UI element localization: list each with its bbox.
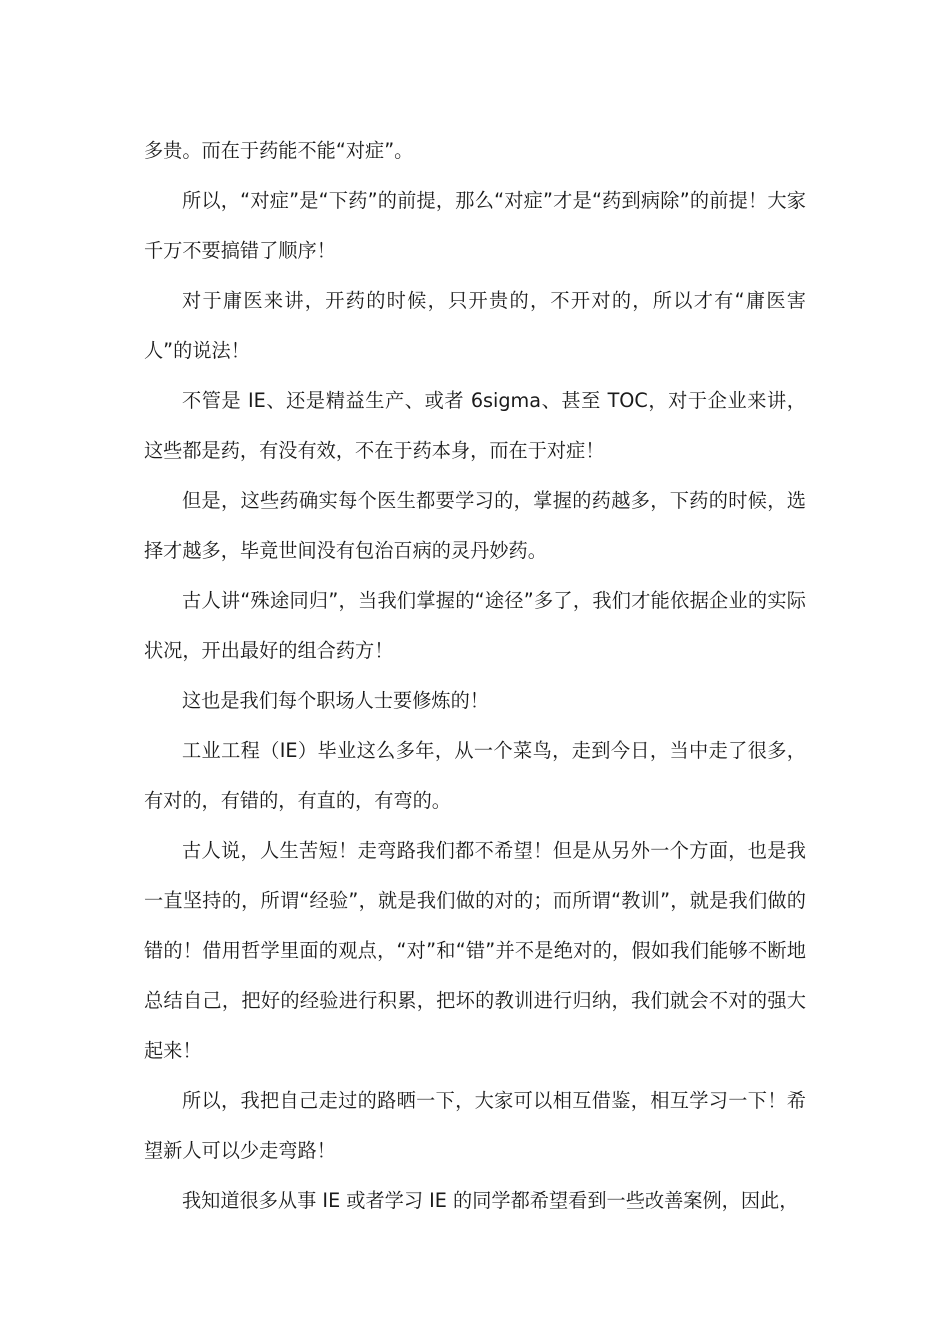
paragraph-10: 所以，我把自己走过的路晒一下，大家可以相互借鉴，相互学习一下！希望新人可以少走弯路！ <box>144 1089 806 1162</box>
paragraph-5: 但是，这些药确实每个医生都要学习的，掌握的药越多，下药的时候，选择才越多，毕竟世间没有包治百病的灵丹妙药。 <box>144 489 806 562</box>
paragraph-4: 不管是 IE、还是精益生产、或者 6sigma、甚至 TOC，对于企业来讲，这些都是药，有没有效，不在于药本身，而在于对症！ <box>144 389 806 462</box>
paragraph-6: 古人讲“殊途同归”，当我们掌握的“途径”多了，我们才能依据企业的实际状况，开出最好的组合药方！ <box>144 589 806 662</box>
paragraph-3: 对于庸医来讲，开药的时候，只开贵的，不开对的，所以才有“庸医害人”的说法！ <box>144 289 806 362</box>
paragraph-9: 古人说，人生苦短！走弯路我们都不希望！但是从另外一个方面，也是我一直坚持的，所谓“经验”，就是我们做的对的；而所谓“教训”，就是我们做的错的！借用哲学里面的观点，“对”和“错”并不是绝对的，假如我们能够不断地总结自己，把好的经验进行积累，把坏的教训进行归纳，我们就会不对的强大起来！ <box>144 839 806 1062</box>
paragraph-11: 我知道很多从事 IE 或者学习 IE 的同学都希望看到一些改善案例，因此， <box>182 1189 799 1212</box>
paragraph-7: 这也是我们每个职场人士要修炼的！ <box>182 689 489 712</box>
document-body <box>144 126 806 1226</box>
paragraph-2: 所以，“对症”是“下药”的前提，那么“对症”才是“药到病除”的前提！大家千万不要搞错了顺序！ <box>144 189 806 262</box>
paragraph-1: 多贵。而在于药能不能“对症”。 <box>144 139 414 162</box>
paragraph-8: 工业工程（IE）毕业这么多年，从一个菜鸟，走到今日，当中走了很多，有对的，有错的，有直的，有弯的。 <box>144 739 806 812</box>
